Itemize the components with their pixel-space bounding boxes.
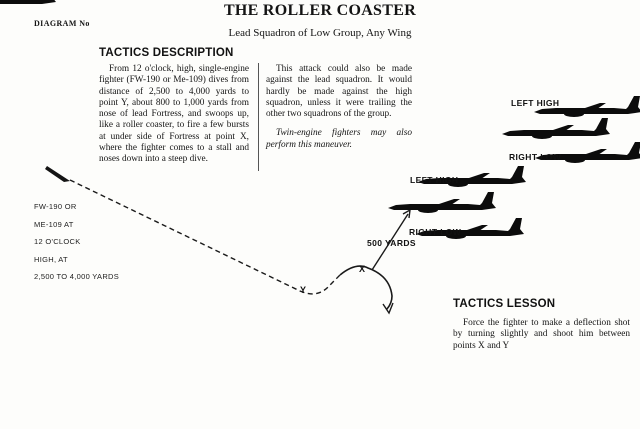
dive-path xyxy=(70,180,340,294)
tactics-description-paragraph-3: Twin-engine fighters may also perform this maneuver. xyxy=(266,128,412,150)
diagram-subtitle: Lead Squadron of Low Group, Any Wing xyxy=(228,27,412,39)
left-high-label-near: LEFT HIGH xyxy=(410,175,459,185)
roller-coaster-path xyxy=(340,266,392,309)
tactics-description-heading: TACTICS DESCRIPTION xyxy=(99,47,234,59)
tactics-lesson-heading: TACTICS LESSON xyxy=(453,298,556,310)
tactics-lesson-paragraph: Force the fighter to make a deflection shot by turning slightly and shoot him between points X and Y xyxy=(453,318,630,351)
fighter-label-line-2: ME-109 AT xyxy=(34,219,74,229)
point-y-label: Y xyxy=(300,285,307,295)
fighter-icon xyxy=(45,166,70,182)
right-low-label-near: RIGHT LOW xyxy=(409,227,462,237)
tactics-description-paragraph-1: From 12 o'clock, high, single-engine fighter (FW-190 or Me-109) dives from distance of 2,500 to 4,000 yards to point Y, about 800 to 1,000 yards from nose of lead Fortress, and swoops up, like a roller coaster, to fire a few bursts at under side of Fortress at point X, where the fighter comes to a stall and noses down into a steep dive. xyxy=(99,64,249,165)
tactics-lesson-text xyxy=(453,318,630,352)
fighter-label-line-1: FW-190 OR xyxy=(34,202,77,211)
fighter-label-line-4: HIGH, AT xyxy=(34,254,68,264)
fighter-label-line-5: 2,500 TO 4,000 YARDS xyxy=(34,272,120,281)
bomber-silhouette-icon xyxy=(0,0,56,7)
distance-label: 500 YARDS xyxy=(367,238,416,248)
bomber-lead-far xyxy=(502,118,610,139)
tactics-description-paragraph-2: This attack could also be made against the lead squadron. It would hardly be made against the high squadron, unless it were trailing the other two squadrons of the group. xyxy=(266,64,412,120)
right-low-label-far: RIGHT LOW xyxy=(509,152,562,162)
left-high-label-far: LEFT HIGH xyxy=(511,98,560,108)
diagram-number-label: DIAGRAM No xyxy=(34,19,90,28)
bomber-lead-near xyxy=(388,192,496,213)
diagram-title: THE ROLLER COASTER xyxy=(223,2,417,19)
point-x-label: X xyxy=(359,264,366,274)
fighter-label-line-3: 12 O'CLOCK xyxy=(34,237,81,246)
